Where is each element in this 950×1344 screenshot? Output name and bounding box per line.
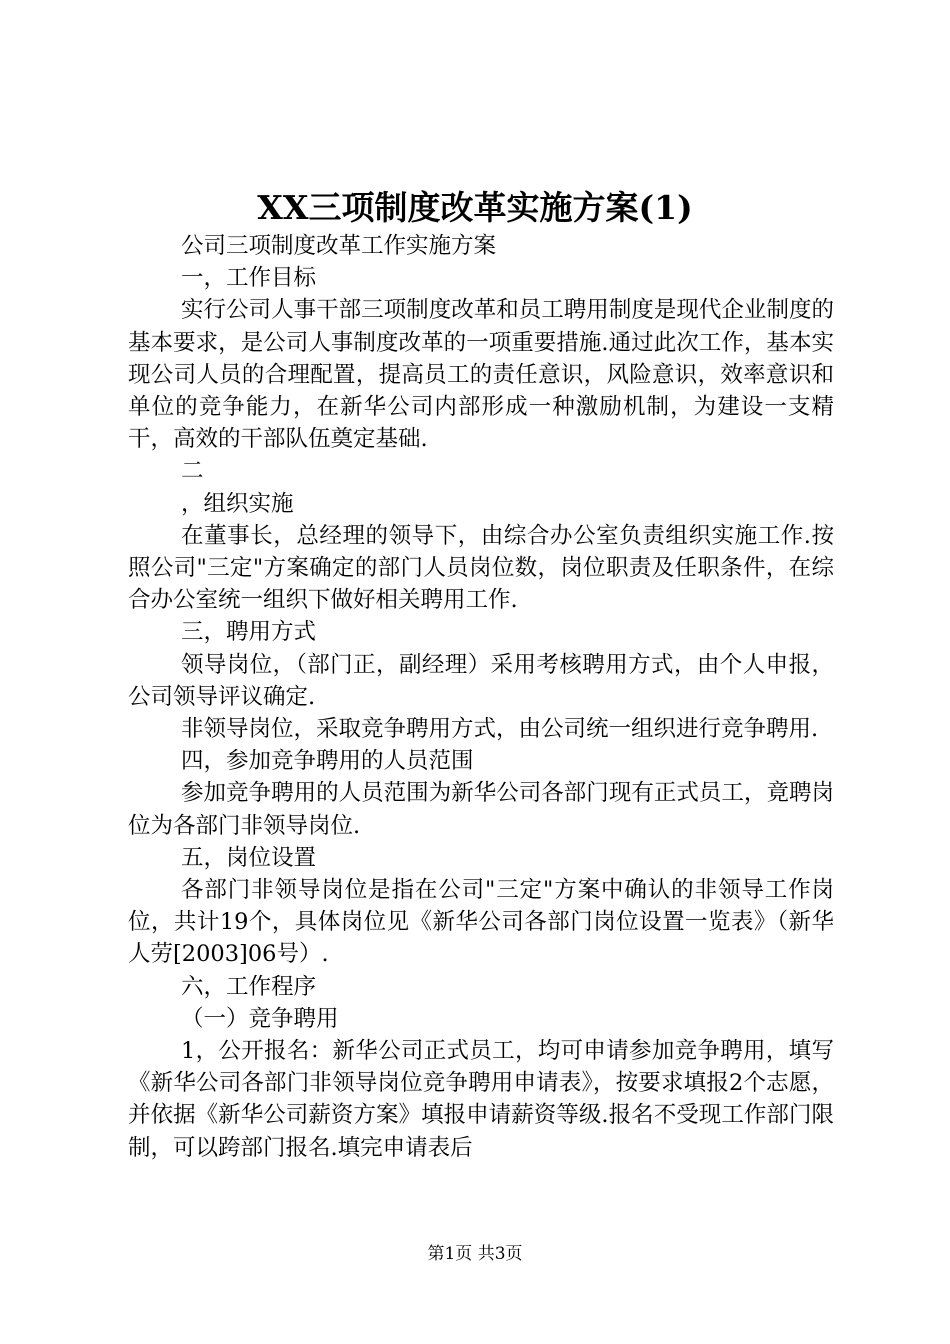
section-heading-2: ，组织实施: [181, 490, 294, 517]
section-heading-4: 四，参加竞争聘用的人员范围: [181, 748, 474, 775]
section-heading-6: 六，工作程序: [181, 973, 317, 1000]
section-heading-3: 三，聘用方式: [181, 619, 317, 646]
paragraph: 非领导岗位，采取竞争聘用方式，由公司统一组织进行竞争聘用.: [181, 716, 819, 743]
paragraph: 实行公司人事干部三项制度改革和员工聘用制度是现代企业制度的基本要求，是公司人事制度改革的一项重要措施.通过此次工作，基本实现公司人员的合理配置，提高员工的责任意识，风险意识，效率意识和单位的竞争能力，在新华公司内部形成一种激励机制，为建设一支精干，高效的干部队伍奠定基础.: [128, 297, 834, 453]
section-heading-1: 一，工作目标: [181, 265, 317, 292]
page-number-footer: 第1页 共3页: [427, 1244, 523, 1264]
paragraph: 领导岗位，（部门正，副经理）采用考核聘用方式，由个人申报，公司领导评议确定.: [128, 651, 834, 710]
document-subtitle: 公司三项制度改革工作实施方案: [181, 233, 497, 259]
paragraph: 各部门非领导岗位是指在公司"三定"方案中确认的非领导工作岗位，共计19个，具体岗位见《新华公司各部门岗位设置一览表》（新华人劳[2003]06号）.: [128, 877, 834, 968]
section-heading-2-number: 二: [181, 458, 204, 485]
paragraph: 1，公开报名：新华公司正式员工，均可申请参加竞争聘用，填写《新华公司各部门非领导岗位竞争聘用申请表》，按要求填报2个志愿，并依据《新华公司薪资方案》填报申请薪资等级.报名不受现工作部门限制，可以跨部门报名.填完申请表后: [128, 1038, 834, 1161]
subsection-heading: （一）竞争聘用: [181, 1005, 339, 1032]
section-heading-5: 五，岗位设置: [181, 844, 317, 871]
paragraph: 在董事长，总经理的领导下，由综合办公室负责组织实施工作.按照公司"三定"方案确定的部门人员岗位数，岗位职责及任职条件，在综合办公室统一组织下做好相关聘用工作.: [128, 522, 834, 614]
paragraph: 参加竞争聘用的人员范围为新华公司各部门现有正式员工，竟聘岗位为各部门非领导岗位.: [128, 780, 834, 839]
document-body: [128, 230, 834, 1164]
document-title: XX三项制度改革实施方案(1): [257, 188, 693, 227]
